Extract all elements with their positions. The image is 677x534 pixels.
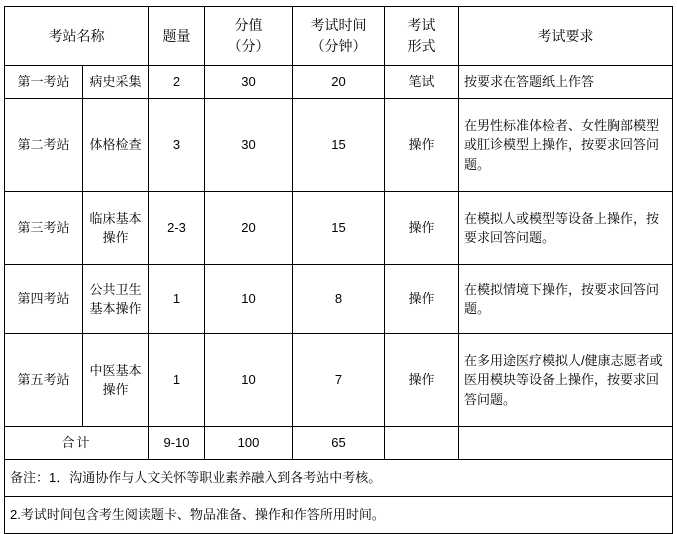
row-requirement: 在模拟情境下操作，按要求回答问题。 bbox=[459, 265, 673, 334]
table-row bbox=[5, 66, 673, 99]
table-total-row bbox=[5, 427, 673, 460]
total-requirement-empty bbox=[459, 427, 673, 460]
row-form: 操作 bbox=[385, 192, 459, 265]
header-score bbox=[205, 7, 293, 66]
header-exam-form bbox=[385, 7, 459, 66]
row-station-label: 第二考站 bbox=[5, 99, 83, 192]
row-station-name: 临床基本操作 bbox=[83, 192, 149, 265]
total-score: 100 bbox=[205, 427, 293, 460]
row-question-count: 1 bbox=[149, 265, 205, 334]
note-line-2: 2.考试时间包含考生阅读题卡、物品准备、操作和作答所用时间。 bbox=[5, 497, 673, 534]
row-time: 15 bbox=[293, 192, 385, 265]
row-time: 15 bbox=[293, 99, 385, 192]
note-line-1: 备注：1．沟通协作与人文关怀等职业素养融入到各考站中考核。 bbox=[5, 460, 673, 497]
row-station-label: 第一考站 bbox=[5, 66, 83, 99]
row-station-name: 体格检查 bbox=[83, 99, 149, 192]
row-question-count: 1 bbox=[149, 334, 205, 427]
row-requirement: 在男性标准体检者、女性胸部模型或肛诊模型上操作，按要求回答问题。 bbox=[459, 99, 673, 192]
table-header-row bbox=[5, 7, 673, 66]
row-form: 笔试 bbox=[385, 66, 459, 99]
header-score-line2: （分） bbox=[227, 38, 270, 54]
row-question-count: 3 bbox=[149, 99, 205, 192]
row-score: 10 bbox=[205, 265, 293, 334]
header-form-line1: 考试 bbox=[407, 17, 436, 33]
total-time: 65 bbox=[293, 427, 385, 460]
row-station-label: 第四考站 bbox=[5, 265, 83, 334]
row-form: 操作 bbox=[385, 265, 459, 334]
row-requirement: 在多用途医疗模拟人/健康志愿者或医用模块等设备上操作，按要求回答问题。 bbox=[459, 334, 673, 427]
header-time-line2: （分钟） bbox=[310, 38, 367, 54]
total-question-count: 9-10 bbox=[149, 427, 205, 460]
header-requirement: 考试要求 bbox=[459, 7, 673, 66]
row-question-count: 2-3 bbox=[149, 192, 205, 265]
row-score: 30 bbox=[205, 99, 293, 192]
row-form: 操作 bbox=[385, 99, 459, 192]
header-form-line2: 形式 bbox=[407, 38, 436, 54]
table-row bbox=[5, 334, 673, 427]
row-time: 8 bbox=[293, 265, 385, 334]
header-station-name: 考站名称 bbox=[5, 7, 149, 66]
table-note-row bbox=[5, 497, 673, 534]
header-exam-time bbox=[293, 7, 385, 66]
exam-stations-table bbox=[4, 6, 673, 534]
table-header bbox=[5, 7, 673, 66]
header-score-line1: 分值 bbox=[234, 17, 263, 33]
row-form: 操作 bbox=[385, 334, 459, 427]
table-row bbox=[5, 265, 673, 334]
row-score: 10 bbox=[205, 334, 293, 427]
header-time-line1: 考试时间 bbox=[310, 17, 367, 33]
row-time: 20 bbox=[293, 66, 385, 99]
header-question-count: 题量 bbox=[149, 7, 205, 66]
table-body bbox=[5, 66, 673, 534]
row-station-name: 中医基本操作 bbox=[83, 334, 149, 427]
row-station-name: 公共卫生基本操作 bbox=[83, 265, 149, 334]
total-form-empty bbox=[385, 427, 459, 460]
row-score: 30 bbox=[205, 66, 293, 99]
table-row bbox=[5, 192, 673, 265]
row-station-label: 第五考站 bbox=[5, 334, 83, 427]
row-question-count: 2 bbox=[149, 66, 205, 99]
total-label: 合计 bbox=[5, 427, 149, 460]
row-score: 20 bbox=[205, 192, 293, 265]
row-requirement: 按要求在答题纸上作答 bbox=[459, 66, 673, 99]
row-station-name: 病史采集 bbox=[83, 66, 149, 99]
row-station-label: 第三考站 bbox=[5, 192, 83, 265]
row-requirement: 在模拟人或模型等设备上操作，按要求回答问题。 bbox=[459, 192, 673, 265]
table-note-row bbox=[5, 460, 673, 497]
table-row bbox=[5, 99, 673, 192]
row-time: 7 bbox=[293, 334, 385, 427]
